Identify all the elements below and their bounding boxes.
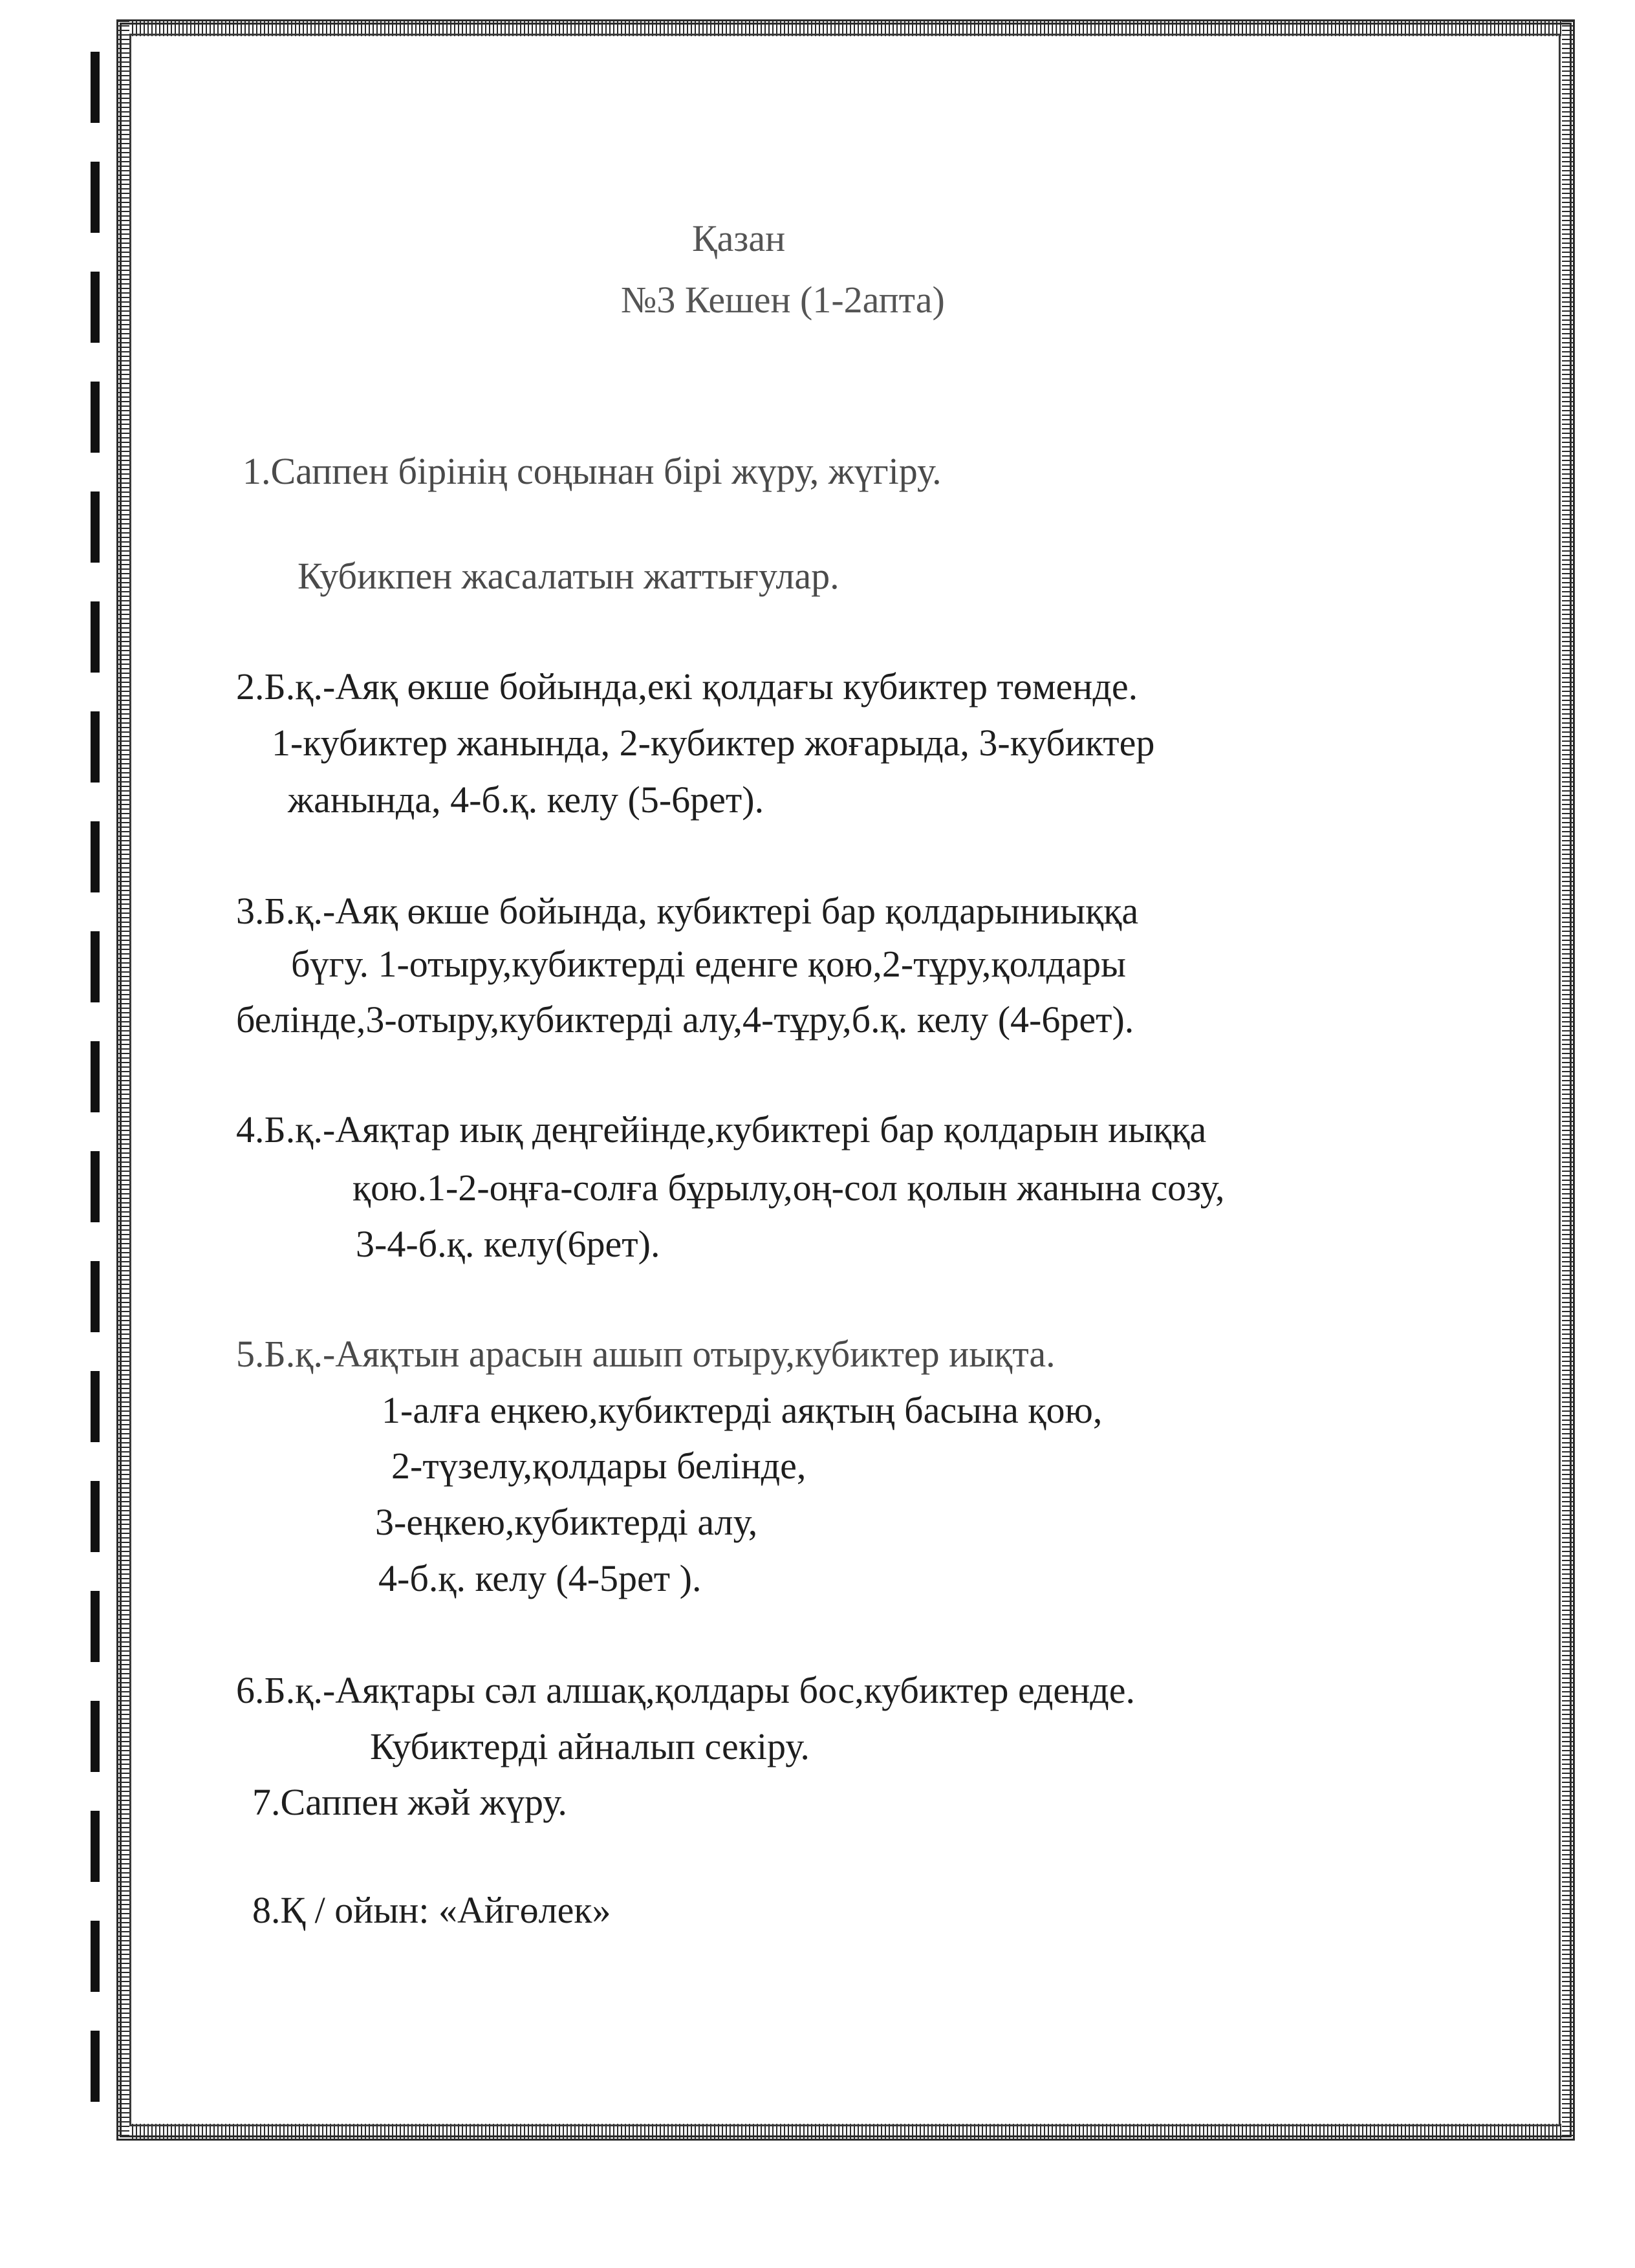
text-line: 8.Қ / ойын: «Айгөлек» xyxy=(252,1889,611,1931)
document-subtitle: №3 Кешен (1-2апта) xyxy=(621,279,945,321)
text-line: 6.Б.қ.-Аяқтары сәл алшақ,қолдары бос,кубиктер еденде. xyxy=(236,1669,1135,1711)
text-line: қою.1-2-оңға-солға бұрылу,оң-сол қолын жанына созу, xyxy=(352,1167,1225,1209)
scan-edge-marks xyxy=(91,52,100,2141)
text-line: 1.Саппен бірінің соңынан бірі жүру, жүгіру. xyxy=(243,450,942,492)
text-line: 3-4-б.қ. келу(6рет). xyxy=(356,1223,660,1265)
text-line: 5.Б.қ.-Аяқтын арасын ашып отыру,кубиктер иықта. xyxy=(236,1333,1056,1375)
text-line: Кубиктерді айналып секіру. xyxy=(370,1725,810,1767)
text-line: 1-алға еңкею,кубиктерді аяқтың басына қою, xyxy=(382,1389,1103,1431)
text-line: белінде,3-отыру,кубиктерді алу,4-тұру,б.қ. келу (4-6рет). xyxy=(236,999,1134,1041)
text-line: 1-кубиктер жанында, 2-кубиктер жоғарыда, 3-кубиктер xyxy=(272,722,1155,764)
text-line: 2.Б.қ.-Аяқ өкше бойында,екі қолдағы кубиктер төменде. xyxy=(236,665,1138,707)
text-line: жанында, 4-б.қ. келу (5-6рет). xyxy=(288,779,764,821)
document-title: Қазан xyxy=(692,217,786,259)
text-line: 3-еңкею,кубиктерді алу, xyxy=(375,1501,758,1543)
text-line: 3.Б.қ.-Аяқ өкше бойында, кубиктері бар қолдарыниыққа xyxy=(236,890,1139,932)
text-line: 4.Б.қ.-Аяқтар иық деңгейінде,кубиктері бар қолдарын иыққа xyxy=(236,1108,1207,1150)
text-line: 4-б.қ. келу (4-5рет ). xyxy=(378,1557,702,1599)
text-line: бүгу. 1-отыру,кубиктерді еденге қою,2-тұру,қолдары xyxy=(291,943,1127,985)
text-line: 2-түзелу,қолдары белінде, xyxy=(391,1445,807,1487)
text-line: Кубикпен жасалатын жаттығулар. xyxy=(298,555,839,597)
text-line: 7.Саппен жәй жүру. xyxy=(252,1781,567,1823)
